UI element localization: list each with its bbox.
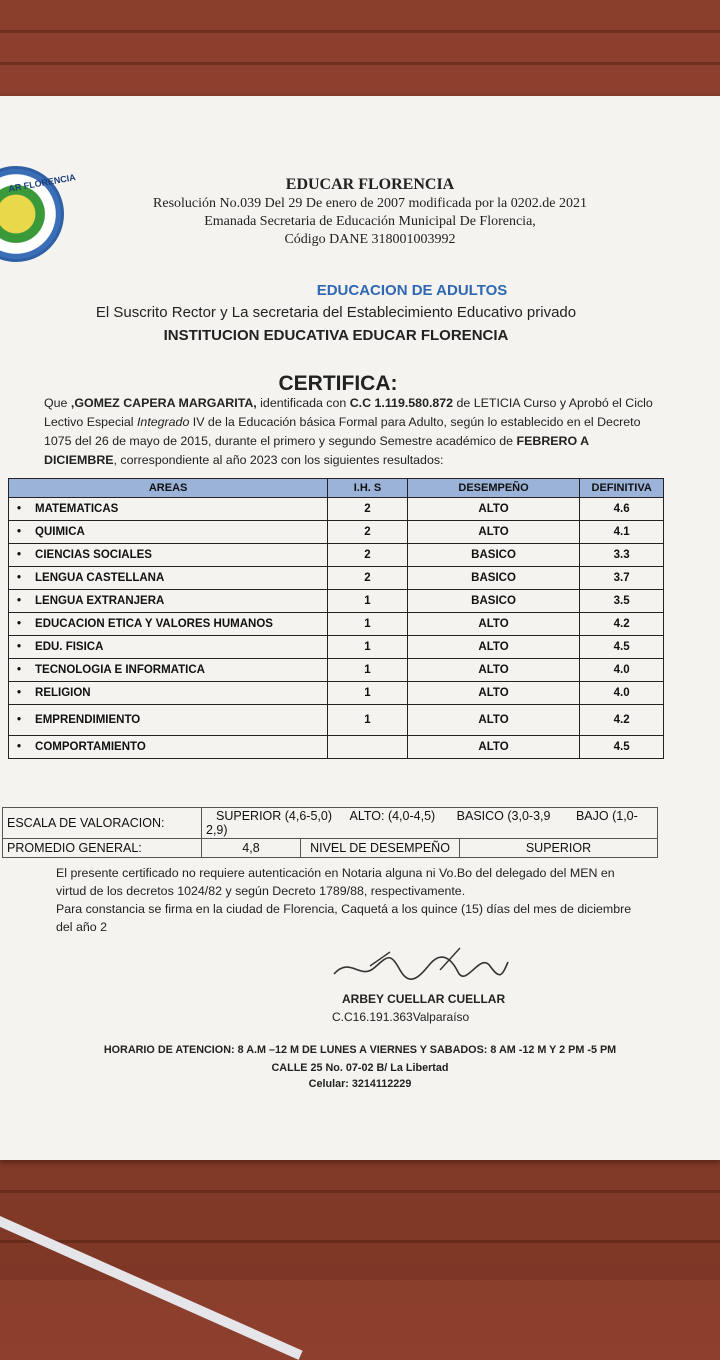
- desempeno-cell: ALTO: [407, 613, 580, 636]
- logo-text: AR FLORENCIA: [7, 172, 77, 194]
- definitiva-cell: 4.0: [580, 682, 664, 705]
- metal-rod: [0, 1212, 303, 1359]
- desempeno-cell: ALTO: [407, 659, 580, 682]
- header-resolution: Resolución No.039 Del 29 De enero de 2007 modificada por la 0202.de 2021: [153, 196, 587, 211]
- definitiva-cell: 3.3: [580, 544, 664, 567]
- body-text-3: de LETICIA Curso y Aprobó el Ciclo Lectivo Especial: [44, 396, 653, 429]
- table-row: [9, 736, 664, 759]
- body-text-2: identificada con: [256, 396, 350, 410]
- scale-values: [202, 808, 658, 839]
- table-row: [9, 636, 664, 659]
- scale-superior: SUPERIOR (4,6-5,0): [216, 809, 333, 823]
- col-definitiva: DEFINITIVA: [580, 479, 664, 498]
- student-name: ,GOMEZ CAPERA MARGARITA,: [70, 396, 257, 410]
- table-row: [9, 590, 664, 613]
- area-cell: • MATEMATICAS: [9, 498, 328, 521]
- definitiva-cell: 3.7: [580, 567, 664, 590]
- definitiva-cell: 4.6: [580, 498, 664, 521]
- signer-id: C.C16.191.363Valparaíso: [332, 1010, 470, 1024]
- address: CALLE 25 No. 07-02 B/ La Libertad: [271, 1062, 449, 1074]
- scale-table: [2, 807, 658, 858]
- definitiva-cell: 4.2: [580, 705, 664, 736]
- ihs-cell: 1: [328, 590, 408, 613]
- ihs-cell: 2: [328, 567, 408, 590]
- ihs-cell: 1: [328, 659, 408, 682]
- scale-basico: BASICO (3,0-3,9: [456, 809, 551, 823]
- area-cell: • EDU. FISICA: [9, 636, 328, 659]
- table-row: [9, 705, 664, 736]
- body-text-1: Que: [44, 396, 71, 410]
- desempeno-cell: BASICO: [407, 567, 580, 590]
- table-row: [9, 544, 664, 567]
- legal-note: El presente certificado no requiere autenticación en Notaria alguna ni Vo.Bo del delegado del MEN en virtud de los decretos 1024/82 y según Decreto 1789/88, respectivamente.: [56, 866, 615, 898]
- phone: Celular: 3214112229: [308, 1078, 412, 1090]
- table-row: [9, 521, 664, 544]
- desempeno-cell: ALTO: [407, 705, 580, 736]
- body-text-4: IV de la Educación básica Formal para Adulto, según lo establecido en el Decreto 1075 del 26 de mayo de 2015, durante el primero y segundo Semestre académico de: [44, 415, 641, 448]
- body-integrado: Integrado: [136, 415, 190, 429]
- student-id: C.C 1.119.580.872: [349, 396, 454, 410]
- table-row: [9, 567, 664, 590]
- ihs-cell: 2: [328, 521, 408, 544]
- desempeno-cell: ALTO: [407, 636, 580, 659]
- body-text-5: , correspondiente al año 2023 con los siguientes resultados:: [113, 453, 444, 467]
- definitiva-cell: 3.5: [580, 590, 664, 613]
- ihs-cell: [328, 736, 408, 759]
- desempeno-cell: ALTO: [407, 498, 580, 521]
- header-secretaria: Emanada Secretaria de Educación Municipal De Florencia,: [204, 214, 536, 229]
- area-cell: • COMPORTAMIENTO: [9, 736, 328, 759]
- table-row: [9, 682, 664, 705]
- area-cell: • EDUCACION ETICA Y VALORES HUMANOS: [9, 613, 328, 636]
- ihs-cell: 1: [328, 613, 408, 636]
- level-value: SUPERIOR: [460, 839, 658, 858]
- average-row: [3, 839, 658, 858]
- area-cell: • LENGUA EXTRANJERA: [9, 590, 328, 613]
- ihs-cell: 1: [328, 636, 408, 659]
- table-row: [9, 498, 664, 521]
- header-title: EDUCAR FLORENCIA: [285, 176, 455, 193]
- ihs-cell: 2: [328, 498, 408, 521]
- scale-bajo: BAJO (1,0-2,9): [206, 809, 638, 837]
- signer-name: ARBEY CUELLAR CUELLAR: [342, 992, 506, 1006]
- scale-row: [3, 808, 658, 839]
- area-cell: • TECNOLOGIA E INFORMATICA: [9, 659, 328, 682]
- area-cell: • RELIGION: [9, 682, 328, 705]
- office-hours: HORARIO DE ATENCION: 8 A.M –12 M DE LUNES A VIERNES Y SABADOS: 8 AM -12 M Y 2 PM -5 PM: [103, 1044, 617, 1056]
- ihs-cell: 2: [328, 544, 408, 567]
- grades-table: [8, 478, 664, 759]
- intro-line: El Suscrito Rector y La secretaria del Establecimiento Educativo privado: [95, 304, 577, 321]
- desempeno-cell: BASICO: [407, 590, 580, 613]
- table-row: [9, 659, 664, 682]
- col-ihs: I.H. S: [328, 479, 408, 498]
- certificate-body: [44, 394, 664, 470]
- average-label: PROMEDIO GENERAL:: [3, 839, 202, 858]
- signature-scribble: [330, 946, 510, 986]
- area-cell: • LENGUA CASTELLANA: [9, 567, 328, 590]
- desempeno-cell: ALTO: [407, 736, 580, 759]
- area-cell: • EMPRENDIMIENTO: [9, 705, 328, 736]
- scale-alto: ALTO: (4,0-4,5): [349, 809, 436, 823]
- desempeno-cell: ALTO: [407, 682, 580, 705]
- desempeno-cell: ALTO: [407, 521, 580, 544]
- table-row: [9, 613, 664, 636]
- institution-name: INSTITUCION EDUCATIVA EDUCAR FLORENCIA: [163, 327, 509, 344]
- definitiva-cell: 4.5: [580, 736, 664, 759]
- definitiva-cell: 4.2: [580, 613, 664, 636]
- signature-note: Para constancia se firma en la ciudad de Florencia, Caquetá a los quince (15) días del mes de diciembre del año 2: [56, 902, 632, 934]
- level-label: NIVEL DE DESEMPEÑO: [301, 839, 460, 858]
- program-title: EDUCACION DE ADULTOS: [316, 282, 508, 299]
- desempeno-cell: BASICO: [407, 544, 580, 567]
- average-value: 4,8: [202, 839, 301, 858]
- scale-label: ESCALA DE VALORACION:: [3, 808, 202, 839]
- definitiva-cell: 4.0: [580, 659, 664, 682]
- definitiva-cell: 4.1: [580, 521, 664, 544]
- ihs-cell: 1: [328, 705, 408, 736]
- grades-header-row: [9, 479, 664, 498]
- certifica-heading: CERTIFICA:: [278, 372, 398, 395]
- academic-period: FEBRERO A DICIEMBRE: [44, 434, 589, 467]
- col-areas: AREAS: [9, 479, 328, 498]
- ihs-cell: 1: [328, 682, 408, 705]
- definitiva-cell: 4.5: [580, 636, 664, 659]
- certificate-paper: [0, 96, 720, 1160]
- header-dane: Código DANE 318001003992: [284, 232, 456, 247]
- area-cell: • CIENCIAS SOCIALES: [9, 544, 328, 567]
- col-desempeno: DESEMPEÑO: [407, 479, 580, 498]
- area-cell: • QUIMICA: [9, 521, 328, 544]
